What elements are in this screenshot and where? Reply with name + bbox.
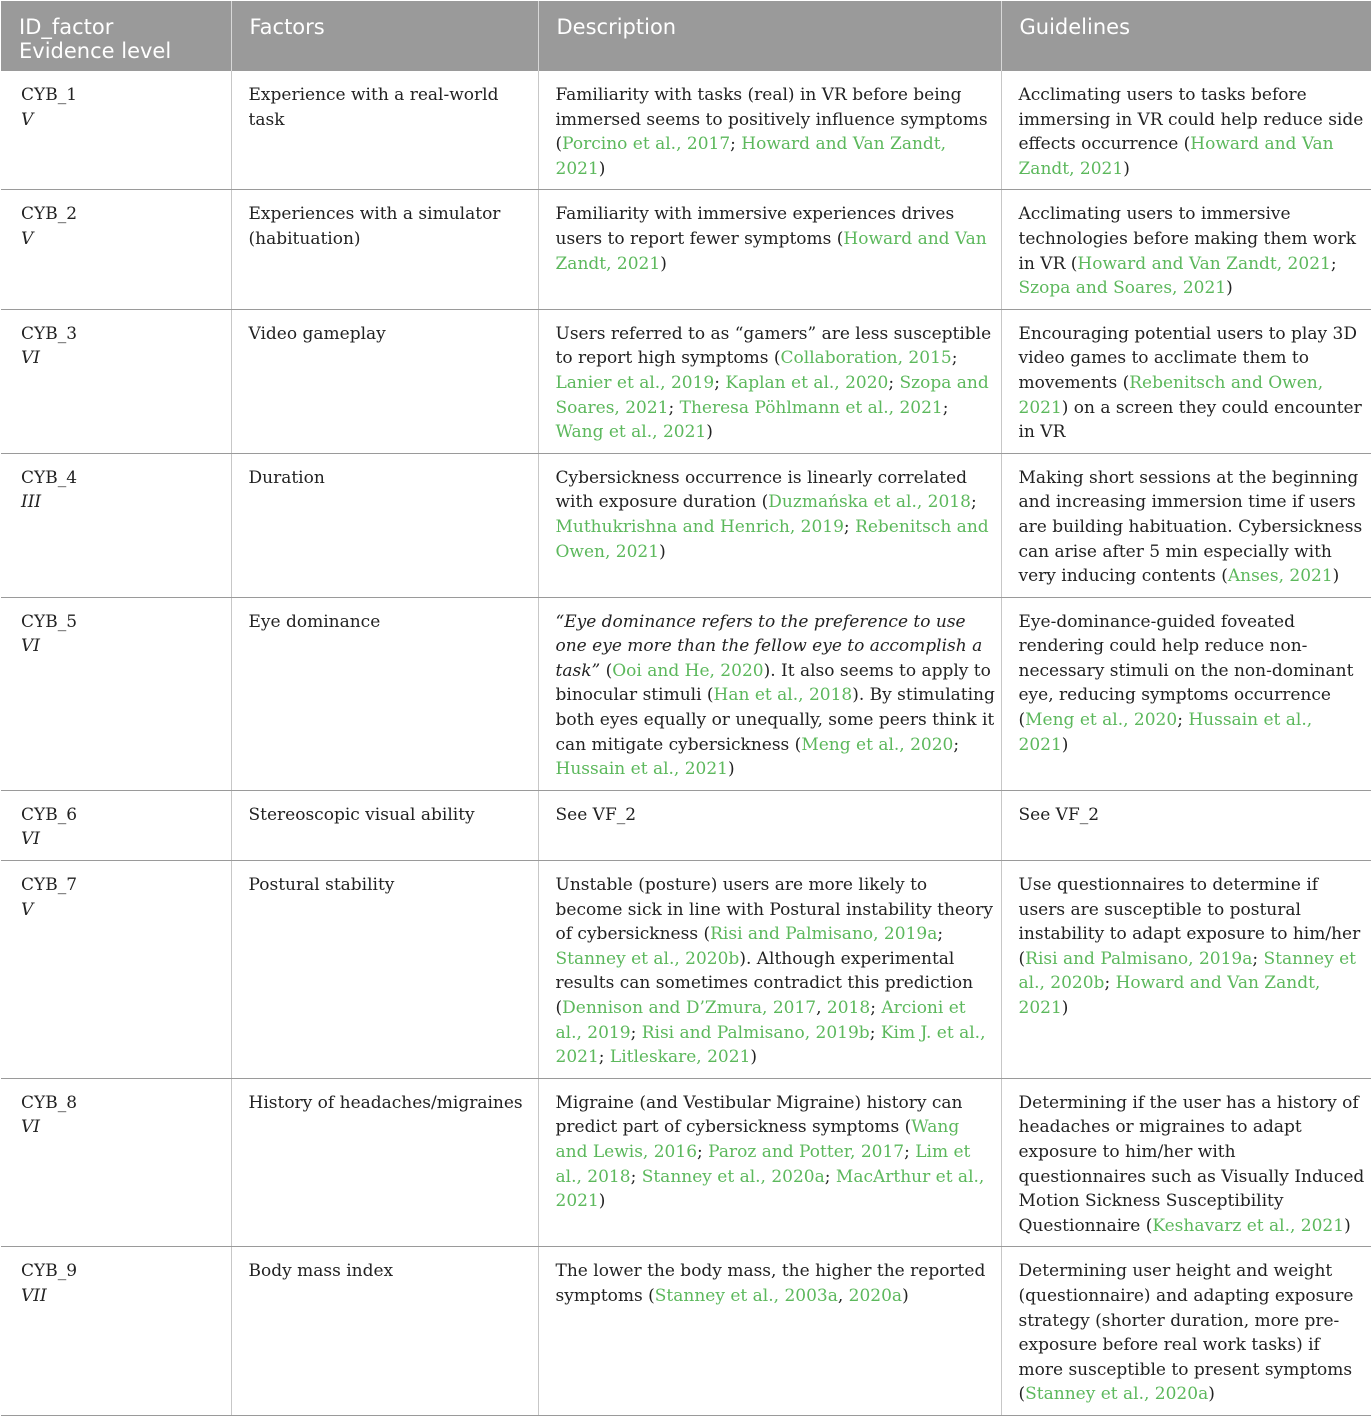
header-id-line: ID_factor (19, 15, 114, 39)
evidence-level: V (21, 109, 34, 130)
guide-text: ) (1061, 998, 1069, 1018)
desc-text: ; (697, 1141, 709, 1162)
guidelines-cell (1001, 1247, 1371, 1416)
guide-text: See VF_2 (1018, 804, 1100, 825)
id-cell (1, 190, 231, 309)
table-row (1, 861, 1371, 1079)
guide-text: Encouraging potential users to play 3D video games to acclimate them to movements ( (1018, 323, 1357, 393)
citation-link[interactable]: Muthukrishna and Henrich, 2019 (555, 516, 844, 537)
factor-cell: Duration (231, 453, 538, 597)
evidence-level: VI (21, 1117, 40, 1138)
table-row (1, 1247, 1371, 1416)
desc-text: ; (970, 492, 977, 513)
citation-link[interactable]: Rebenitsch and Owen, 2021 (555, 516, 989, 562)
citation-link[interactable]: Howard and Van Zandt, 2021 (1018, 134, 1334, 179)
evidence-level: V (21, 228, 34, 249)
desc-text: The lower the body mass, the higher the reported symptoms ( (555, 1261, 986, 1306)
table-row (1, 790, 1371, 860)
header-id-factor (1, 1, 231, 71)
guide-text: ) (1123, 158, 1130, 179)
desc-text: ). It also seems to apply to binocular stimuli ( (555, 660, 991, 706)
guide-text: Eye-dominance-guided foveated rendering could help reduce non-necessary stimuli on the non-dominant eye, reducing symptoms occurrence ( (1018, 611, 1354, 731)
id-cell (1, 1078, 231, 1247)
citation-link[interactable]: Paroz and Potter, 2017 (708, 1141, 905, 1162)
description-cell (538, 309, 1001, 453)
citation-link[interactable]: Duzmańska et al., 2018 (768, 492, 971, 513)
id-factor: CYB_9 (21, 1261, 78, 1282)
desc-text: Users referred to as “gamers” are less susceptible to report high symptoms ( (555, 323, 992, 369)
citation-link[interactable]: Lanier et al., 2019 (555, 372, 715, 393)
guide-text: ; (1252, 948, 1264, 969)
citation-link[interactable]: Howard and Van Zandt, 2021 (1018, 973, 1321, 1018)
desc-text: ) (706, 422, 713, 443)
citation-link[interactable]: Anses, 2021 (1227, 566, 1333, 587)
description-cell (538, 861, 1001, 1079)
guidelines-cell (1001, 309, 1371, 453)
citation-link[interactable]: Meng et al., 2020 (801, 734, 954, 755)
guide-text: Acclimating users to immersive technologies before making them work in VR ( (1018, 204, 1357, 274)
evidence-level: VII (21, 1285, 47, 1306)
factor-cell: Experiences with a simulator (habituation) (231, 190, 538, 309)
factor-cell: History of headaches/migraines (231, 1078, 538, 1247)
citation-link[interactable]: Dennison and D’Zmura, 2017 (562, 998, 817, 1018)
guide-text: ) (1061, 734, 1069, 755)
description-cell (538, 71, 1001, 190)
id-cell (1, 1247, 231, 1416)
table-row (1, 190, 1371, 309)
desc-text: ; (869, 1022, 881, 1043)
desc-text: ) (598, 158, 606, 179)
desc-text: ) (750, 1047, 758, 1068)
desc-text: ). Although experimental results can sometimes contradict this prediction ( (555, 948, 974, 1018)
citation-link[interactable]: Stanney et al., 2020a (641, 1166, 825, 1187)
desc-text: ) (902, 1285, 909, 1306)
factor-cell: Postural stability (231, 861, 538, 1079)
citation-link[interactable]: Hussain et al., 2021 (555, 759, 728, 780)
desc-text: ; (942, 397, 949, 418)
desc-text: , (816, 998, 827, 1018)
guide-text: Acclimating users to tasks before immersing in VR could help reduce side effects occurrence ( (1018, 85, 1364, 155)
id-cell (1, 71, 231, 190)
guidelines-cell (1001, 190, 1371, 309)
citation-link[interactable]: Kaplan et al., 2020 (725, 372, 889, 393)
factor-cell: Experience with a real-world task (231, 71, 538, 190)
citation-link[interactable]: Keshavarz et al., 2021 (1152, 1215, 1345, 1236)
guide-text: ) on a screen they could encounter in VR (1018, 397, 1362, 443)
citation-link[interactable]: Litleskare, 2021 (609, 1047, 751, 1068)
citation-link[interactable]: Stanney et al., 2020b (1018, 948, 1356, 994)
id-factor: CYB_3 (21, 323, 78, 344)
id-factor: CYB_2 (21, 204, 78, 225)
desc-text: ; (843, 516, 856, 537)
desc-text: ; (953, 734, 960, 755)
guide-text: ; (1330, 253, 1337, 274)
desc-text: ) (728, 759, 735, 780)
id-cell (1, 597, 231, 790)
guide-text: ) (1332, 566, 1340, 587)
citation-link[interactable]: Howard and Van Zandt, 2021 (1077, 253, 1331, 274)
desc-text: , (837, 1285, 849, 1306)
citation-link[interactable]: Howard and Van Zandt, 2021 (555, 134, 947, 179)
table-row (1, 597, 1371, 790)
guide-text: ) (1344, 1215, 1351, 1236)
citation-link[interactable]: Risi and Palmisano, 2019b (641, 1022, 870, 1043)
citation-link[interactable]: Hussain et al., 2021 (1018, 710, 1313, 755)
guidelines-cell (1001, 1078, 1371, 1247)
factor-cell: Eye dominance (231, 597, 538, 790)
citation-link[interactable]: Rebenitsch and Owen, 2021 (1018, 372, 1324, 418)
guidelines-cell (1001, 71, 1371, 190)
table-row (1, 71, 1371, 190)
citation-link[interactable]: Szopa and Soares, 2021 (555, 372, 989, 418)
id-factor: CYB_6 (21, 804, 78, 825)
desc-text: ; (904, 1141, 916, 1162)
citation-link[interactable]: 2020a (848, 1285, 903, 1306)
citation-link[interactable]: Collaboration, 2015 (780, 348, 952, 369)
desc-text: ; (598, 1047, 610, 1068)
evidence-level: VI (21, 636, 40, 657)
citation-link[interactable]: Theresa Pöhlmann et al., 2021 (679, 397, 943, 418)
evidence-level: V (21, 899, 34, 920)
id-cell (1, 309, 231, 453)
desc-text: ; (630, 1166, 642, 1187)
desc-text: Migraine (and Vestibular Migraine) history can predict part of cybersickness symptoms ( (555, 1092, 963, 1138)
id-cell (1, 790, 231, 860)
desc-text: Familiarity with immersive experiences drives users to report fewer symptoms ( (555, 204, 955, 249)
desc-text: ; (888, 372, 900, 393)
desc-text: ; (714, 372, 726, 393)
citation-link[interactable]: Risi and Palmisano, 2019a (710, 924, 938, 945)
id-factor: CYB_8 (21, 1092, 78, 1113)
desc-text: Cybersickness occurrence is linearly correlated with exposure duration ( (555, 467, 968, 513)
desc-text: ; (951, 348, 958, 369)
description-cell (538, 1078, 1001, 1247)
evidence-level: III (21, 492, 42, 513)
citation-link[interactable]: Wang and Lewis, 2016 (555, 1117, 960, 1162)
desc-text: ; (668, 397, 680, 418)
guide-text: ; (1104, 973, 1116, 994)
desc-text: ) (660, 253, 667, 274)
factors-table (1, 1, 1371, 1416)
guide-text: ) (1226, 278, 1233, 299)
desc-text: ). By stimulating both eyes equally or unequally, some peers think it can mitigate cybersickness ( (555, 685, 995, 755)
desc-text: ( (600, 660, 613, 681)
description-cell (538, 453, 1001, 597)
evidence-level: VI (21, 348, 40, 369)
id-factor: CYB_4 (21, 467, 78, 488)
desc-text: Familiarity with tasks (real) in VR before being immersed seems to positively influence symptoms ( (555, 85, 988, 155)
factor-cell: Video gameplay (231, 309, 538, 453)
description-cell (538, 190, 1001, 309)
guide-text: ; (1177, 710, 1189, 731)
id-factor: CYB_5 (21, 611, 78, 632)
guide-text: Determining user height and weight (questionnaire) and adapting exposure strategy (shorter duration, more pre-exposure before real work tasks) if more susceptible to present symptoms ( (1018, 1261, 1354, 1405)
table-row (1, 309, 1371, 453)
guidelines-cell (1001, 861, 1371, 1079)
citation-link[interactable]: MacArthur et al., 2021 (555, 1166, 985, 1212)
id-factor: CYB_7 (21, 875, 78, 896)
desc-text: ; (870, 998, 882, 1018)
header-factors: Factors (231, 1, 538, 71)
quote-text: “Eye dominance refers to the preference to use one eye more than the fellow eye to accomplish a task” (555, 611, 983, 681)
citation-link[interactable]: Stanney et al., 2020b (555, 948, 740, 969)
guide-text: ) (1208, 1384, 1215, 1405)
header-row (1, 1, 1371, 71)
citation-link[interactable]: Han et al., 2018 (713, 685, 853, 706)
citation-link[interactable]: Stanney et al., 2020a (1025, 1384, 1209, 1405)
evidence-level: VI (21, 829, 40, 850)
citation-link[interactable]: 2018 (826, 998, 871, 1018)
desc-text: ; (630, 1022, 642, 1043)
description-cell (538, 790, 1001, 860)
guidelines-cell (1001, 453, 1371, 597)
citation-link[interactable]: Kim J. et al., 2021 (555, 1022, 986, 1068)
guide-text: Use questionnaires to determine if users are susceptible to postural instability to adapt exposure to him/her ( (1018, 875, 1361, 969)
guidelines-cell (1001, 790, 1371, 860)
citation-link[interactable]: Stanney et al., 2003a (654, 1285, 838, 1306)
header-description: Description (538, 1, 1001, 71)
citation-link[interactable]: Arcioni et al., 2019 (555, 998, 966, 1043)
header-evidence-line: Evidence level (19, 39, 172, 63)
id-cell (1, 453, 231, 597)
factor-cell: Body mass index (231, 1247, 538, 1416)
id-cell (1, 861, 231, 1079)
guide-text: Determining if the user has a history of headaches or migraines to adapt exposure to him/her with questionnaires such as Visually Induced Motion Sickness Susceptibility Questionnaire ( (1018, 1092, 1365, 1236)
guidelines-cell (1001, 597, 1371, 790)
citation-link[interactable]: Szopa and Soares, 2021 (1018, 278, 1227, 299)
description-cell (538, 597, 1001, 790)
desc-text: Unstable (posture) users are more likely to become sick in line with Postural instability theory of cybersickness ( (555, 875, 993, 945)
citation-link[interactable]: Howard and Van Zandt, 2021 (555, 228, 987, 274)
citation-link[interactable]: Meng et al., 2020 (1025, 710, 1178, 731)
guide-text: Making short sessions at the beginning and increasing immersion time if users are building habituation. Cybersickness can arise after 5 min especially with very inducing contents ( (1018, 467, 1363, 587)
factor-cell: Stereoscopic visual ability (231, 790, 538, 860)
citation-link[interactable]: Porcino et al., 2017 (562, 134, 731, 155)
citation-link[interactable]: Lim et al., 2018 (555, 1141, 971, 1187)
id-factor: CYB_1 (21, 85, 78, 105)
desc-text: ) (659, 541, 666, 562)
table-row (1, 1078, 1371, 1247)
citation-link[interactable]: Ooi and He, 2020 (612, 660, 764, 681)
citation-link[interactable]: Wang et al., 2021 (555, 422, 707, 443)
table-row (1, 453, 1371, 597)
description-cell (538, 1247, 1001, 1416)
desc-text: ; (824, 1166, 836, 1187)
desc-text: ; (730, 134, 742, 155)
desc-text: ) (598, 1191, 606, 1212)
header-guidelines: Guidelines (1001, 1, 1371, 71)
citation-link[interactable]: Risi and Palmisano, 2019a (1025, 948, 1253, 969)
desc-text: ; (937, 924, 944, 945)
desc-text: See VF_2 (555, 804, 637, 825)
